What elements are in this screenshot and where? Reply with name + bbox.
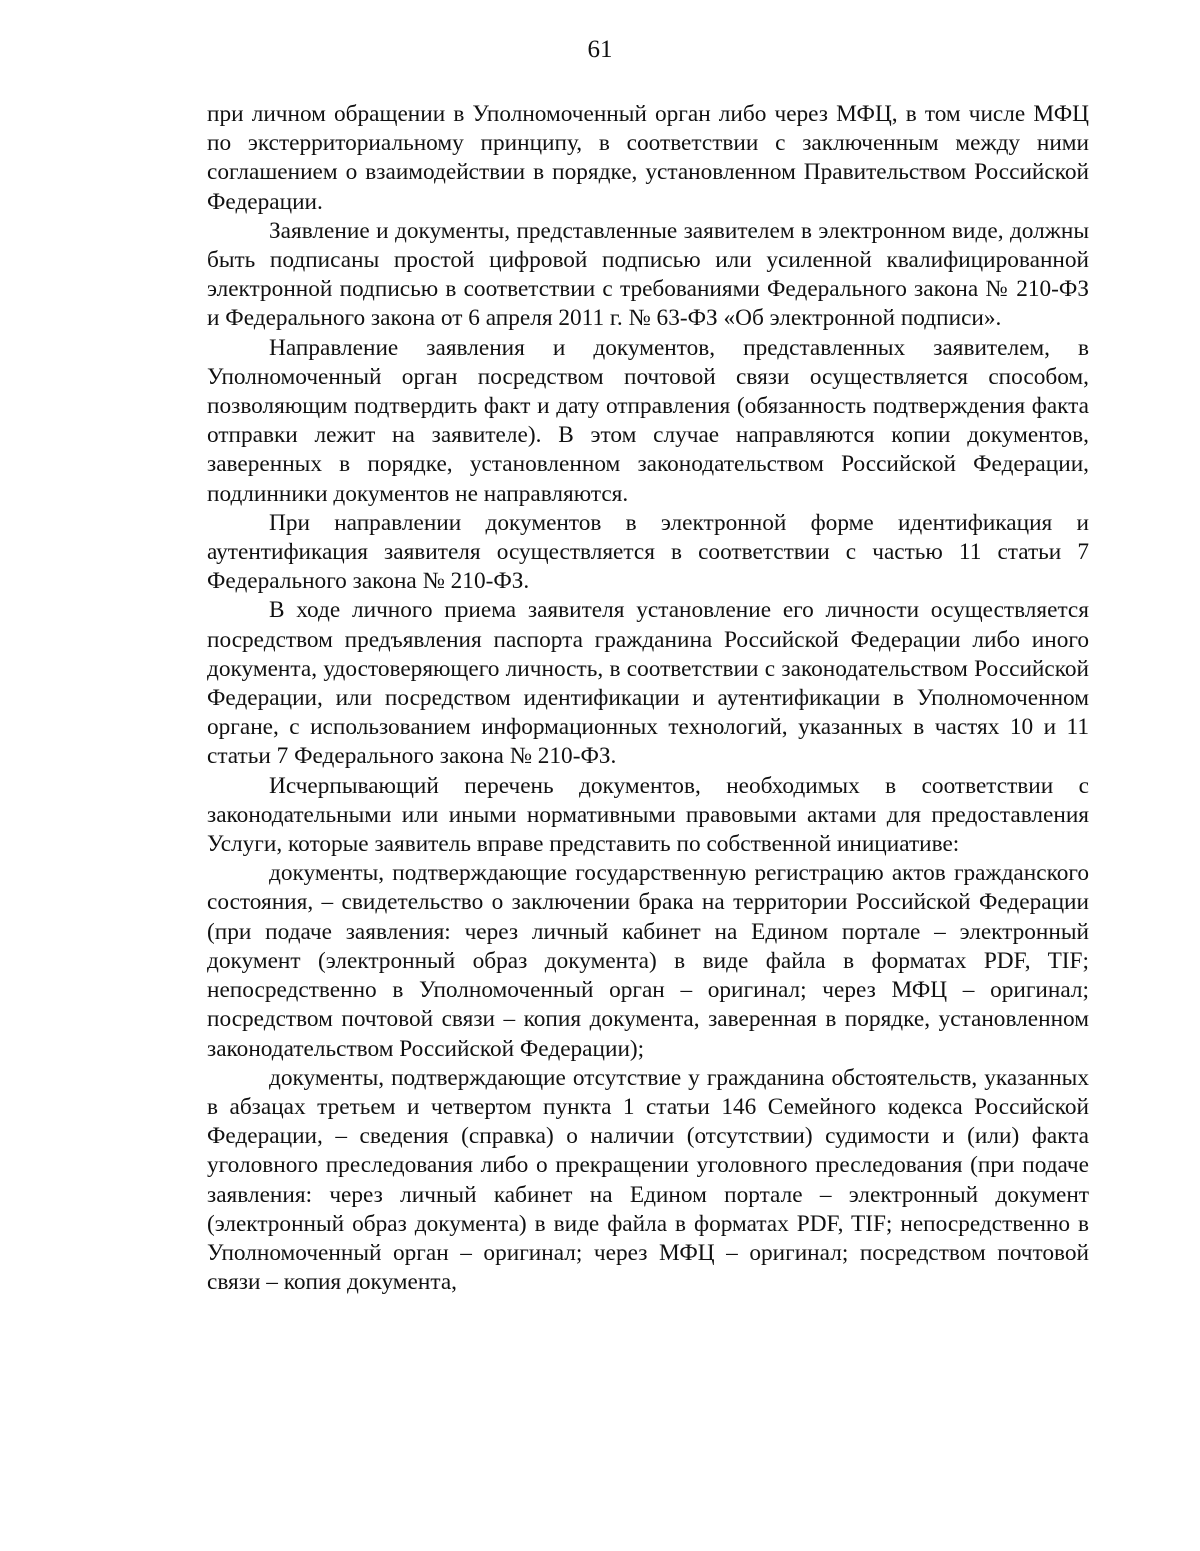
paragraph-electronic-signature: Заявление и документы, представленные заявителем в электронном виде, должны быть подписаны простой цифровой подписью или усиленной квалифицированной электронной подписью в соответствии с требованиями Федерального закона № 210-ФЗ и Федерального закона от 6 апреля 2011 г. № 63-ФЗ «Об электронной подписи». xyxy=(207,217,1089,332)
paragraph-criminal-record: документы, подтверждающие отсутствие у гражданина обстоятельств, указанных в абзацах третьем и четвертом пункта 1 статьи 146 Семейного кодекса Российской Федерации, – сведения (справка) о наличии (отсутствии) судимости и (или) факта уголовного преследования либо о прекращении уголовного преследования (при подаче заявления: через личный кабинет на Едином портале – электронный документ (электронный образ документа) в виде файла в форматах PDF, TIF; непосредственно в Уполномоченный орган – оригинал; через МФЦ – оригинал; посредством почтовой связи – копия документа, xyxy=(207,1064,1089,1296)
paragraph-marriage-certificate: документы, подтверждающие государственную регистрацию актов гражданского состояния, – свидетельство о заключении брака на территории Российской Федерации (при подаче заявления: через личный кабинет на Едином портале – электронный документ (электронный образ документа) в виде файла в форматах PDF, TIF; непосредственно в Уполномоченный орган – оригинал; через МФЦ – оригинал; посредством почтовой связи – копия документа, заверенная в порядке, установленном законодательством Российской Федерации); xyxy=(207,860,1089,1062)
paragraph-personal-identification: В ходе личного приема заявителя установление его личности осуществляется посредством предъявления паспорта гражданина Российской Федерации либо иного документа, удостоверяющего личность, в соответствии с законодательством Российской Федерации, или посредством идентификации и аутентификации в Уполномоченном органе, с использованием информационных технологий, указанных в частях 10 и 11 статьи 7 Федерального закона № 210-ФЗ. xyxy=(207,597,1089,770)
paragraph-electronic-authentication: При направлении документов в электронной форме идентификация и аутентификация заявителя осуществляется в соответствии с частью 11 статьи 7 Федерального закона № 210-ФЗ. xyxy=(207,509,1089,595)
page-number: 61 xyxy=(587,36,613,63)
paragraph-submission-methods: при личном обращении в Уполномоченный орган либо через МФЦ, в том числе МФЦ по экстерриториальному принципу, в соответствии с заключенным между ними соглашением о взаимодействии в порядке, установленном Правительством Российской Федерации. xyxy=(207,101,1089,215)
paragraph-optional-documents-intro: Исчерпывающий перечень документов, необходимых в соответствии с законодательными или иными нормативными правовыми актами для предоставления Услуги, которые заявитель вправе представить по собственной инициативе: xyxy=(207,772,1089,858)
document-body xyxy=(207,100,1089,1297)
paragraph-postal-delivery: Направление заявления и документов, представленных заявителем, в Уполномоченный орган посредством почтовой связи осуществляется способом, позволяющим подтвердить факт и дату отправления (обязанность подтверждения факта отправки лежит на заявителе). В этом случае направляются копии документов, заверенных в порядке, установленном законодательством Российской Федерации, подлинники документов не направляются. xyxy=(207,334,1089,507)
